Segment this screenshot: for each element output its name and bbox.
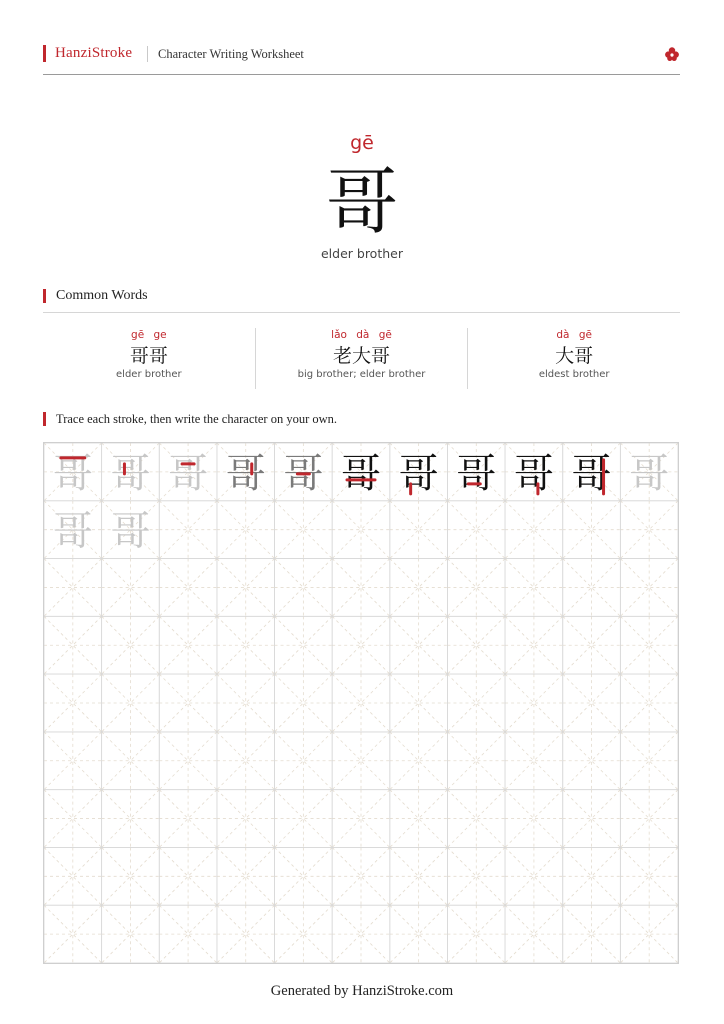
stroke-step-char: 哥 <box>398 450 439 497</box>
practice-cell <box>332 732 390 790</box>
practice-cell <box>447 674 505 732</box>
practice-cell <box>620 790 678 848</box>
practice-cell <box>159 674 217 732</box>
stroke-step-char: 哥 <box>341 450 381 497</box>
character-hanzi: 哥 <box>325 160 398 244</box>
practice-cell <box>332 790 390 848</box>
header-divider <box>147 46 148 62</box>
word-meaning: elder brother <box>116 369 182 380</box>
practice-cell <box>332 559 390 617</box>
practice-cell <box>102 616 160 674</box>
practice-cell <box>447 559 505 617</box>
word-pinyin: lǎo dà gē <box>331 329 392 341</box>
word-hanzi: 哥哥 <box>129 345 168 367</box>
practice-cell <box>505 790 563 848</box>
practice-cell <box>217 501 275 559</box>
practice-cell <box>159 790 217 848</box>
practice-cell <box>447 501 505 559</box>
practice-cell <box>447 847 505 905</box>
practice-cell <box>620 501 678 559</box>
practice-cell <box>332 501 390 559</box>
practice-cell <box>390 790 448 848</box>
practice-cell <box>563 905 621 963</box>
word-item <box>43 328 255 389</box>
practice-cell <box>620 674 678 732</box>
character-meaning: elder brother <box>320 246 403 261</box>
practice-cell <box>447 905 505 963</box>
stroke-step-char: 哥 <box>225 450 266 497</box>
practice-cell <box>505 732 563 790</box>
practice-cell <box>275 616 333 674</box>
practice-cell <box>217 790 275 848</box>
practice-cell <box>505 847 563 905</box>
practice-instruction: Trace each stroke, then write the character on your own. <box>56 412 338 426</box>
practice-cell <box>563 616 621 674</box>
practice-cell <box>563 501 621 559</box>
practice-cell <box>44 905 102 963</box>
stroke-step-char: 哥 <box>110 450 151 497</box>
flower-icon <box>664 46 680 62</box>
practice-cell <box>44 559 102 617</box>
page-header <box>43 44 680 75</box>
practice-cell <box>447 732 505 790</box>
practice-cell <box>102 790 160 848</box>
word-item <box>255 328 468 389</box>
brand-name[interactable]: HanziStroke <box>55 45 133 61</box>
stroke-step-char: 哥 <box>168 450 209 497</box>
word-hanzi: 老大哥 <box>333 345 391 367</box>
common-words-title: Common Words <box>56 288 148 303</box>
practice-cell <box>44 790 102 848</box>
practice-cell <box>217 616 275 674</box>
practice-cell <box>44 616 102 674</box>
brand-accent-bar <box>43 45 46 62</box>
practice-cell <box>217 905 275 963</box>
practice-cell <box>447 616 505 674</box>
practice-cell <box>102 847 160 905</box>
practice-cell <box>505 616 563 674</box>
word-meaning: eldest brother <box>538 369 610 380</box>
practice-cell <box>102 905 160 963</box>
worksheet-subtitle: Character Writing Worksheet <box>158 47 304 61</box>
practice-cell <box>390 905 448 963</box>
practice-cell <box>332 905 390 963</box>
stroke-step-char: 哥 <box>52 450 93 497</box>
stroke-step-char: 哥 <box>571 450 612 497</box>
practice-cell <box>447 790 505 848</box>
practice-cell <box>159 559 217 617</box>
practice-cell <box>102 674 160 732</box>
practice-cell <box>563 732 621 790</box>
practice-cell <box>44 732 102 790</box>
practice-cell <box>390 674 448 732</box>
practice-cell <box>275 559 333 617</box>
practice-cell <box>505 559 563 617</box>
practice-cell <box>505 674 563 732</box>
practice-cell <box>44 674 102 732</box>
section-accent-bar <box>43 289 46 303</box>
practice-cell <box>390 847 448 905</box>
practice-cell <box>620 732 678 790</box>
stroke-step-char: 哥 <box>456 450 497 497</box>
practice-cell <box>275 732 333 790</box>
practice-cell <box>275 847 333 905</box>
practice-cell <box>390 501 448 559</box>
practice-cell <box>332 847 390 905</box>
trace-char: 哥 <box>52 508 93 555</box>
trace-char: 哥 <box>110 508 151 555</box>
practice-cell <box>159 905 217 963</box>
common-words-heading <box>43 288 680 313</box>
trace-char: 哥 <box>629 450 670 497</box>
practice-cell <box>159 732 217 790</box>
practice-cell <box>275 674 333 732</box>
practice-cell <box>217 559 275 617</box>
practice-cell <box>159 616 217 674</box>
practice-cell <box>390 559 448 617</box>
practice-cell <box>217 732 275 790</box>
practice-cell <box>563 674 621 732</box>
practice-cell <box>275 501 333 559</box>
practice-cell <box>159 501 217 559</box>
word-meaning: big brother; elder brother <box>297 369 426 380</box>
practice-cell <box>390 732 448 790</box>
word-pinyin: gē ge <box>131 329 167 341</box>
character-pinyin: gē <box>350 132 374 154</box>
practice-cell <box>505 501 563 559</box>
practice-cell <box>332 674 390 732</box>
section-accent-bar <box>43 412 46 426</box>
practice-cell <box>390 616 448 674</box>
practice-cell <box>620 616 678 674</box>
practice-cell <box>620 559 678 617</box>
practice-cell <box>102 732 160 790</box>
word-pinyin: dà gē <box>556 329 592 341</box>
practice-grid <box>43 442 679 964</box>
practice-cell <box>159 847 217 905</box>
common-words-list <box>43 328 680 389</box>
stroke-step-char: 哥 <box>513 450 554 497</box>
practice-cell <box>217 847 275 905</box>
practice-cell <box>563 559 621 617</box>
word-item <box>467 328 680 389</box>
practice-cell <box>44 847 102 905</box>
practice-cell <box>217 674 275 732</box>
practice-cell <box>563 790 621 848</box>
practice-cell <box>505 905 563 963</box>
practice-cell <box>620 847 678 905</box>
practice-cell <box>563 847 621 905</box>
practice-cell <box>102 559 160 617</box>
practice-cell <box>620 905 678 963</box>
practice-cell <box>332 616 390 674</box>
word-hanzi: 大哥 <box>555 345 594 367</box>
practice-grid-canvas <box>44 443 678 963</box>
practice-cell <box>275 790 333 848</box>
stroke-step-char: 哥 <box>283 450 324 497</box>
footer-credit: Generated by HanziStroke.com <box>270 983 454 999</box>
practice-cell <box>275 905 333 963</box>
